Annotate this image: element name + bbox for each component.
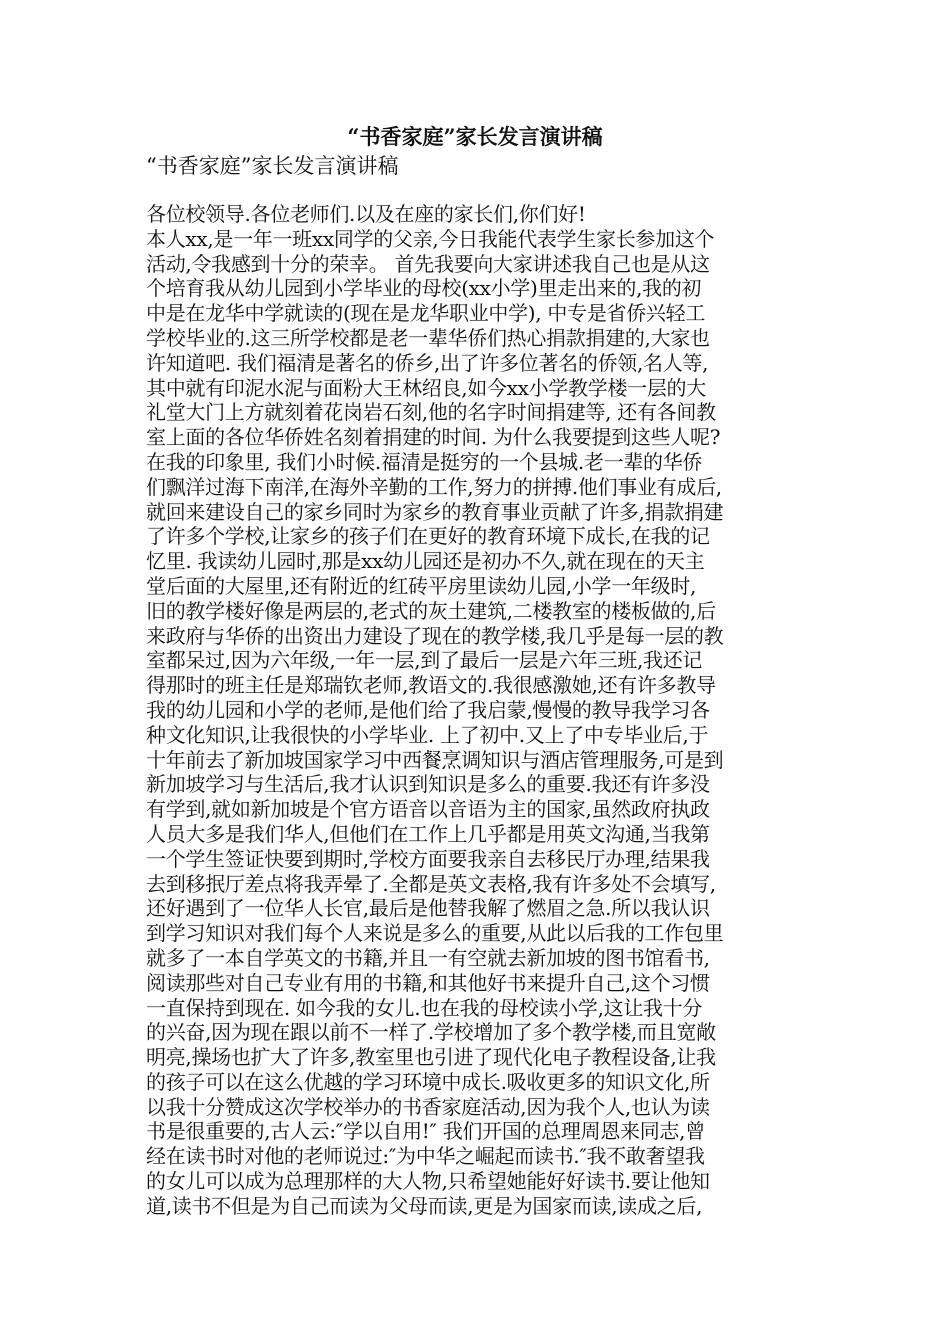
body-line: 一个学生签证快要到期时,学校方面要我亲自去移民厅办理,结果我 (146, 846, 710, 871)
document-subtitle: “书香家庭”家长发言演讲稿 (146, 154, 399, 178)
body-line: 得那时的班主任是郑瑞钦老师,教语文的.我很感激她,还有许多教导 (146, 673, 716, 698)
body-line: 就多了一本自学英文的书籍,并且一有空就去新加坡的图书馆看书, (146, 945, 710, 970)
body-line: 就回来建设自己的家乡同时为家乡的教育事业贡献了许多,捐款捐建 (146, 499, 724, 524)
body-line: 在我的印象里, 我们小时候.福清是挺穷的一个县城.老一辈的华侨 (146, 449, 703, 474)
body-line: 阅读那些对自己专业有用的书籍,和其他好书来提升自己,这个习惯 (146, 970, 710, 995)
body-line: 堂后面的大屋里,还有附近的红砖平房里读幼儿园,小学一年级时, (146, 573, 697, 598)
body-line: 人员大多是我们华人,但他们在工作上几乎都是用英文沟通,当我第 (146, 821, 710, 846)
body-line: 的孩子可以在这么优越的学习环境中成长.吸收更多的知识文化,所 (146, 1069, 710, 1094)
document-title: “书香家庭”家长发言演讲稿 (347, 124, 603, 149)
document-body (146, 202, 806, 1219)
body-line: 旧的教学楼好像是两层的,老式的灰土建筑,二楼教室的楼板做的,后 (146, 598, 716, 623)
body-line: 个培育我从幼儿园到小学毕业的母校(xx小学)里走出来的,我的初 (146, 276, 702, 301)
body-line: 礼堂大门上方就刻着花岗岩石刻,他的名字时间捐建等, 还有各间教 (146, 400, 716, 425)
body-line: 各位校领导.各位老师们.以及在座的家长们,你们好! (146, 202, 586, 226)
body-line: 有学到,就如新加坡是个官方语音以音语为主的国家,虽然政府执政 (146, 797, 710, 822)
body-line: 许知道吧. 我们福清是著名的侨乡,出了许多位著名的侨领,名人等, (146, 350, 709, 375)
body-line: 忆里. 我读幼儿园时,那是xx幼儿园还是初办不久,就在现在的天主 (146, 549, 705, 574)
body-line: 本人xx,是一年一班xx同学的父亲,今日我能代表学生家长参加这个 (146, 226, 715, 251)
body-line: 学校毕业的.这三所学校都是老一辈华侨们热心捐款捐建的,大家也 (146, 325, 710, 350)
body-line: 到学习知识对我们每个人来说是多么的重要,从此以后我的工作包里 (146, 921, 724, 946)
body-line: 室都呆过,因为六年级,一年一层,到了最后一层是六年三班,我还记 (146, 648, 703, 673)
body-line: 我的幼儿园和小学的老师,是他们给了我启蒙,慢慢的教导我学习各 (146, 697, 710, 722)
body-line: 还好遇到了一位华人长官,最后是他替我解了燃眉之急.所以我认识 (146, 896, 710, 921)
body-line: 一直保持到现在. 如今我的女儿.也在我的母校读小学,这让我十分 (146, 995, 703, 1020)
body-line: 其中就有印泥水泥与面粉大王林绍良,如今xx小学教学楼一层的大 (146, 375, 706, 400)
body-line: 种文化知识,让我很快的小学毕业. 上了初中.又上了中专毕业后,于 (146, 722, 709, 747)
body-line: 们飘洋过海下南洋,在海外辛勤的工作,努力的拼搏.他们事业有成后, (146, 474, 722, 499)
body-line: 来政府与华侨的出资出力建设了现在的教学楼,我几乎是每一层的教 (146, 623, 724, 648)
body-line: 书是很重要的,古人云:″学以自用!″ 我们开国的总理周恩来同志,曾 (146, 1119, 705, 1144)
body-line: 的兴奋,因为现在跟以前不一样了.学校增加了多个教学楼,而且宽敞 (146, 1020, 716, 1045)
body-line: 去到移抿厅差点将我弄晕了.全都是英文表格,我有许多处不会填写, (146, 871, 716, 896)
body-line: 明亮,操场也扩大了许多,教室里也引进了现代化电子教程设备,让我 (146, 1045, 716, 1070)
body-line: 十年前去了新加坡国家学习中西餐烹调知识与酒店管理服务,可是到 (146, 747, 724, 772)
body-line: 以我十分赞成这次学校举办的书香家庭活动,因为我个人,也认为读 (146, 1094, 710, 1119)
body-line: 经在读书时对他的老师说过:″为中华之崛起而读书.″我不敢奢望我 (146, 1144, 705, 1169)
body-line: 了许多个学校,让家乡的孩子们在更好的教育环境下成长,在我的记 (146, 524, 710, 549)
body-line: 中是在龙华中学就读的(现在是龙华职业中学), 中专是省侨兴轻工 (146, 301, 706, 326)
body-line: 活动,令我感到十分的荣幸。 首先我要向大家讲述我自己也是从这 (146, 251, 710, 276)
body-line: 的女儿可以成为总理那样的大人物,只希望她能好好读书.要让他知 (146, 1169, 710, 1194)
body-line: 新加坡学习与生活后,我才认识到知识是多么的重要.我还有许多没 (146, 772, 710, 797)
body-line: 室上面的各位华侨姓名刻着捐建的时间. 为什么我要提到这些人呢? (146, 425, 721, 450)
body-line: 道,读书不但是为自己而读为父母而读,更是为国家而读,读成之后, (146, 1193, 703, 1218)
